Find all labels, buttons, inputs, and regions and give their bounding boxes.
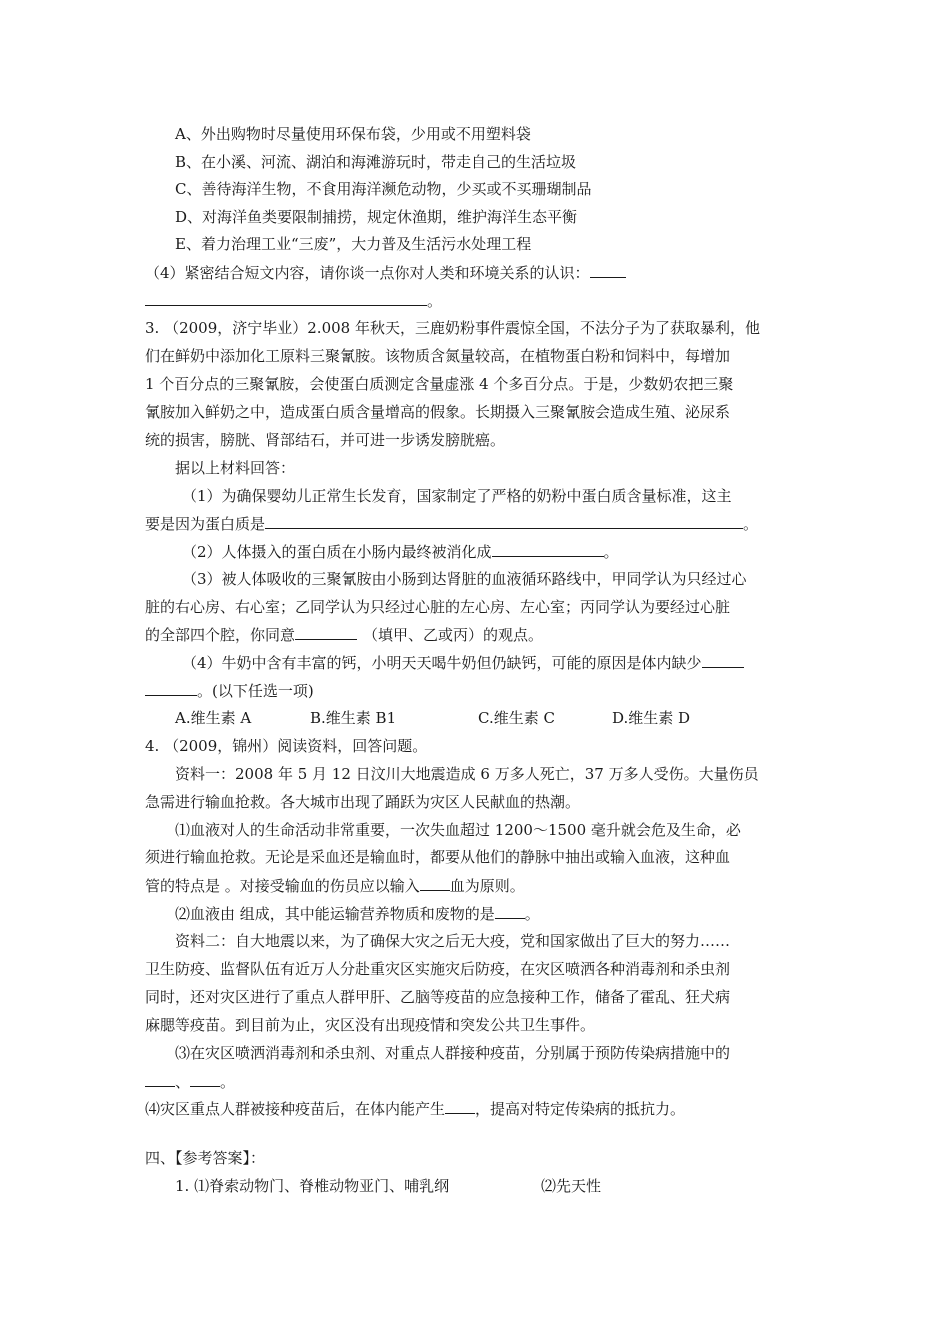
q3-choice-d: D.维生素 D [612, 709, 691, 727]
answer-blank [445, 1098, 475, 1114]
q2-option-e: E、着力治理工业“三废”，大力普及生活污水处理工程 [175, 235, 532, 253]
answer-blank [295, 624, 357, 640]
q3-choice-a: A.维生素 A [175, 709, 252, 727]
q4-sub2-text: ⑵血液由 组成，其中能运输营养物质和废物的是 [175, 905, 495, 923]
answer-blank [492, 541, 604, 557]
q4-material1-line2: 急需进行输血抢救。各大城市出现了踊跃为灾区人民献血的热潮。 [145, 793, 581, 811]
q3-para-line-5: 统的损害，膀胱、肾部结石，并可进一步诱发膀胱癌。 [145, 431, 506, 449]
q2-sub4-text: （4）紧密结合短文内容，请你谈一点你对人类和环境关系的认识： [145, 264, 590, 282]
q3-para-line-3: 1 个百分点的三聚氰胺，会使蛋白质测定含量虚涨 4 个多百分点。于是，少数奶农把三聚 [145, 375, 734, 393]
q3-para-line-4: 氰胺加入鲜奶之中，造成蛋白质含量增高的假象。长期摄入三聚氰胺会造成生殖、泌尿系 [145, 403, 731, 421]
q3-sub2-text: （2）人体摄入的蛋白质在小肠内最终被消化成 [182, 543, 492, 561]
answer-blank [145, 680, 197, 696]
q3-sub4-line1 [182, 652, 744, 673]
q4-sub1-line3 [145, 875, 525, 896]
q3-sub4-text: （4）牛奶中含有丰富的钙，小明天天喝牛奶但仍缺钙，可能的原因是体内缺少 [182, 654, 702, 672]
answers-heading: 四、【参考答案】： [145, 1149, 266, 1167]
q4-sub2 [175, 903, 540, 924]
q4-sub1-text: 管的特点是 。对接受输血的伤员应以输入 [145, 877, 420, 895]
q2-option-d: D、对海洋鱼类要限制捕捞，规定休渔期，维护海洋生态平衡 [175, 208, 578, 226]
q3-sub4-end: 。(以下任选一项) [197, 682, 314, 700]
answer-blank [590, 262, 626, 278]
q4-material2-line2: 卫生防疫、监督队伍有近万人分赴重灾区实施灾后防疫，在灾区喷洒各种消毒剂和杀虫剂 [145, 960, 731, 978]
q4-sub4-end: ，提高对特定传染病的抵抗力。 [475, 1100, 686, 1118]
q4-material2-line4: 麻腮等疫苗。到目前为止，灾区没有出现疫情和突发公共卫生事件。 [145, 1016, 596, 1034]
q3-sub3-line2: 脏的右心房、右心室；乙同学认为只经过心脏的左心房、左心室；丙同学认为要经过心脏 [145, 598, 731, 616]
q4-sub1-line2: 须进行输血抢救。无论是采血还是输血时，都要从他们的静脉中抽出或输入血液，这种血 [145, 848, 731, 866]
q3-choice-b: B.维生素 B1 [310, 709, 397, 727]
answer-blank [145, 1071, 175, 1087]
answer-blank [190, 1071, 220, 1087]
q2-sub-question-4 [145, 262, 626, 283]
q3-sub3-text: 的全部四个腔，你同意 [145, 626, 296, 644]
q2-option-a: A、外出购物时尽量使用环保布袋，少用或不用塑料袋 [175, 125, 531, 143]
q3-sub3-end: （填甲、乙或丙）的观点。 [363, 626, 544, 644]
q3-para-line-2: 们在鲜奶中添加化工原料三聚氰胺。该物质含氮量较高，在植物蛋白粉和饲料中，每增加 [145, 347, 731, 365]
q2-option-b: B、在小溪、河流、湖泊和海滩游玩时，带走自己的生活垃圾 [175, 153, 577, 171]
q3-sub2 [182, 541, 619, 562]
q4-sub3-line1: ⑶在灾区喷洒消毒剂和杀虫剂、对重点人群接种疫苗，分别属于预防传染病措施中的 [175, 1044, 731, 1062]
q3-sub3-line3 [145, 624, 543, 645]
answer-1-part2: ⑵先天性 [541, 1177, 602, 1195]
q3-sub2-end: 。 [603, 543, 619, 561]
q4-sub1-line1: ⑴血液对人的生命活动非常重要，一次失血超过 1200～1500 毫升就会危及生命，必 [175, 821, 741, 839]
q3-lead: 据以上材料回答： [175, 459, 296, 477]
q4-material2-line1: 资料二：自大地震以来，为了确保大灾之后无大疫，党和国家做出了巨大的努力…… [175, 932, 731, 950]
q3-sub1-line2 [145, 513, 758, 534]
q3-para-line-1: 3. （2009，济宁毕业）2.008 年秋天，三鹿奶粉事件震惊全国，不法分子为了获取暴利，他 [145, 319, 760, 337]
q2-option-c: C、善待海洋生物，不食用海洋濒危动物，少买或不买珊瑚制品 [175, 180, 592, 198]
answer-1-part1: 1. ⑴脊索动物门、脊椎动物亚门、哺乳纲 [175, 1177, 450, 1195]
answer-blank [145, 290, 427, 306]
q3-choice-c: C.维生素 C [478, 709, 555, 727]
q2-sub4-line2 [145, 290, 442, 311]
q4-sub3-line2 [145, 1071, 235, 1092]
q4-heading: 4. （2009，锦州）阅读资料，回答问题。 [145, 737, 428, 755]
q4-sub3-end: 。 [220, 1073, 236, 1091]
answer-blank [495, 903, 525, 919]
q3-sub1-end: 。 [743, 515, 759, 533]
q3-sub1-text: 要是因为蛋白质是 [145, 515, 266, 533]
q4-sub4 [145, 1098, 685, 1119]
q3-sub4-line2 [145, 680, 314, 701]
q4-sub4-text: ⑷灾区重点人群被接种疫苗后，在体内能产生 [145, 1100, 446, 1118]
q3-sub1-line1: （1）为确保婴幼儿正常生长发育，国家制定了严格的奶粉中蛋白质含量标准，这主 [182, 487, 732, 505]
q3-sub3-line1: （3）被人体吸收的三聚氰胺由小肠到达肾脏的血液循环路线中，甲同学认为只经过心 [182, 570, 747, 588]
q4-material1-line1: 资料一：2008 年 5 月 12 日汶川大地震造成 6 万多人死亡，37 万多人受伤。大量伤员 [175, 765, 759, 783]
q4-sub3-sep: 、 [175, 1073, 191, 1091]
q4-sub2-end: 。 [524, 905, 540, 923]
answer-blank [265, 513, 743, 529]
q4-sub1-end: 血为原则。 [449, 877, 525, 895]
answer-blank [420, 875, 450, 891]
q4-material2-line3: 同时，还对灾区进行了重点人群甲肝、乙脑等疫苗的应急接种工作，储备了霍乱、狂犬病 [145, 988, 731, 1006]
answer-blank [702, 652, 744, 668]
q2-sub4-end: 。 [427, 292, 443, 310]
